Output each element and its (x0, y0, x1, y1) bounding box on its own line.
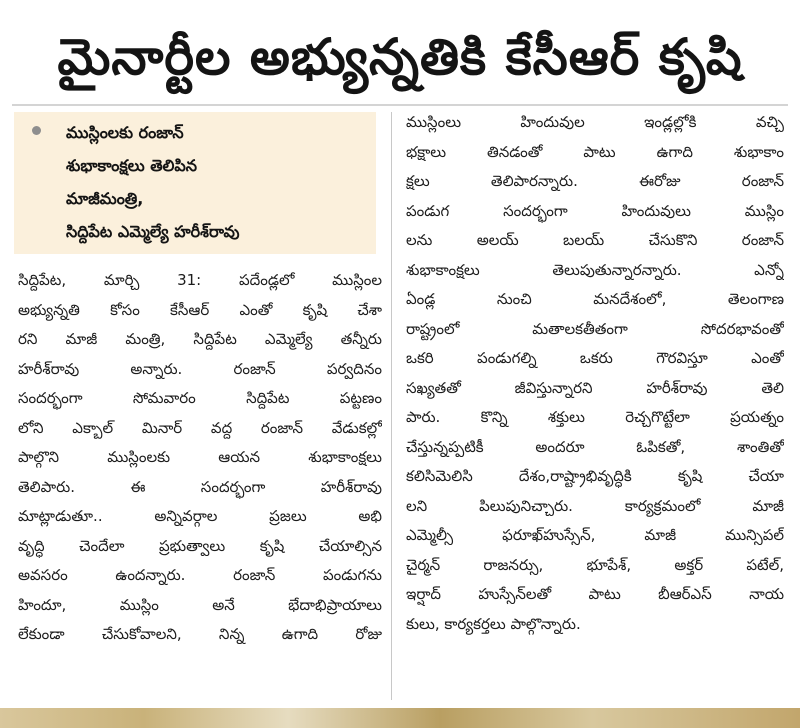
headline: మైనార్టీల అభ్యున్నతికి కేసీఆర్ కృషి (57, 28, 743, 86)
body-line: తెలిపారు. ఈ సందర్భంగా హరీశ్‌రావు (18, 477, 382, 496)
body-line: లను అలయ్ బలయ్ చేసుకొని రంజాన్ (406, 231, 784, 249)
body-line: హిందూ, ముస్లిం అనే భేదాభిప్రాయాలు (18, 595, 382, 614)
body-line: పారు. కొన్ని శక్తులు రెచ్చగొట్టేలా ప్రయత్నం (406, 408, 784, 426)
body-line: భక్షాలు తినడంతో పాటు ఉగాది శుభాకాం (406, 142, 784, 161)
body-line: వృద్ధి చెందేలా ప్రభుత్వాలు కృషి చేయాల్సిన (18, 536, 382, 555)
body-line: అభ్యున్నతి కోసం కేసీఆర్ ఎంతో కృషి చేశా (18, 300, 382, 319)
body-line: లేకుండా చేసుకోవాలని, నిన్న ఉగాది రోజు (18, 625, 382, 643)
highlight-box (14, 112, 376, 254)
body-line: పండుగ సందర్భంగా హిందువులు ముస్లిం (406, 201, 784, 220)
body-line: చేస్తున్నప్పటికీ అందరూ ఓపికతో, శాంతితో (406, 437, 784, 456)
headline-divider (12, 104, 788, 106)
body-line: ముస్లింలు హిందువుల ఇండ్లల్లోకి వచ్చి (406, 113, 784, 131)
highlight-line: సిద్దిపేట ఎమ్మెల్యే హరీశ్‌రావు (66, 222, 240, 241)
body-line: ఎమ్మెల్సీ ఫరూఖ్‌హుస్సేన్, మాజీ మున్సిపల్ (406, 526, 784, 544)
highlight-line: ముస్లింలకు రంజాన్ (66, 123, 184, 142)
article-column-left (18, 266, 382, 650)
highlight-line: శుభాకాంక్షలు తెలిపిన (66, 156, 197, 175)
body-line: హరీశ్‌రావు అన్నారు. రంజాన్ పర్వదినం (18, 359, 382, 378)
column-divider (391, 112, 392, 700)
highlight-text (66, 116, 372, 248)
body-line: అవసరం ఉందన్నారు. రంజాన్ పండుగను (18, 566, 382, 584)
body-line: రని మాజీ మంత్రి, సిద్దిపేట ఎమ్మెల్యే తన్నీరు (18, 330, 382, 348)
body-line: క్షలు తెలిపారన్నారు. ఈరోజు రంజాన్ (406, 172, 784, 190)
body-line: పాల్గొని ముస్లింలకు ఆయన శుభాకాంక్షలు (18, 448, 382, 466)
article-column-right (406, 108, 784, 639)
body-line: లోని ఎక్బాల్ మినార్ వద్ద రంజాన్ వేడుకల్లో (18, 418, 382, 437)
bullet-icon (32, 126, 41, 135)
body-line: సందర్భంగా సోమవారం సిద్దిపేట పట్టణం (18, 389, 382, 407)
body-line: కులు, కార్యకర్తలు పాల్గొన్నారు. (406, 614, 581, 633)
body-line: చైర్మన్ రాజనర్సు, భూపేశ్, అక్తర్ పటేల్, (406, 555, 784, 574)
body-line: కలిసిమెలిసి దేశం,రాష్ట్రాభివృద్ధికి కృషి చేయా (406, 467, 784, 485)
body-line: ఏండ్ల నుంచి మనదేశంలో, తెలంగాణ (406, 290, 784, 308)
highlight-line: మాజీమంత్రి, (66, 189, 144, 208)
photo-strip (0, 708, 800, 728)
body-line: శుభాకాంక్షలు తెలుపుతున్నారన్నారు. ఎన్నో (406, 260, 784, 279)
body-line: లని పిలుపునిచ్చారు. కార్యక్రమంలో మాజీ (406, 496, 784, 515)
body-line: సిద్దిపేట, మార్చి 31: పదేండ్లలో ముస్లింల (18, 271, 382, 289)
body-line: సఖ్యతతో జీవిస్తున్నారని హరీశ్‌రావు తెలి (406, 378, 784, 397)
body-line: ఒకరి పండుగల్ని ఒకరు గౌరవిస్తూ ఎంతో (406, 349, 784, 367)
body-line: మాట్లాడుతూ.. అన్నివర్గాల ప్రజలు అభి (18, 507, 382, 525)
body-line: ఇర్షాద్ హుస్సేన్‌లతో పాటు బీఆర్ఎస్ నాయ (406, 585, 784, 603)
body-line: రాష్ట్రంలో మతాలకతీతంగా సోదరభావంతో (406, 319, 784, 338)
